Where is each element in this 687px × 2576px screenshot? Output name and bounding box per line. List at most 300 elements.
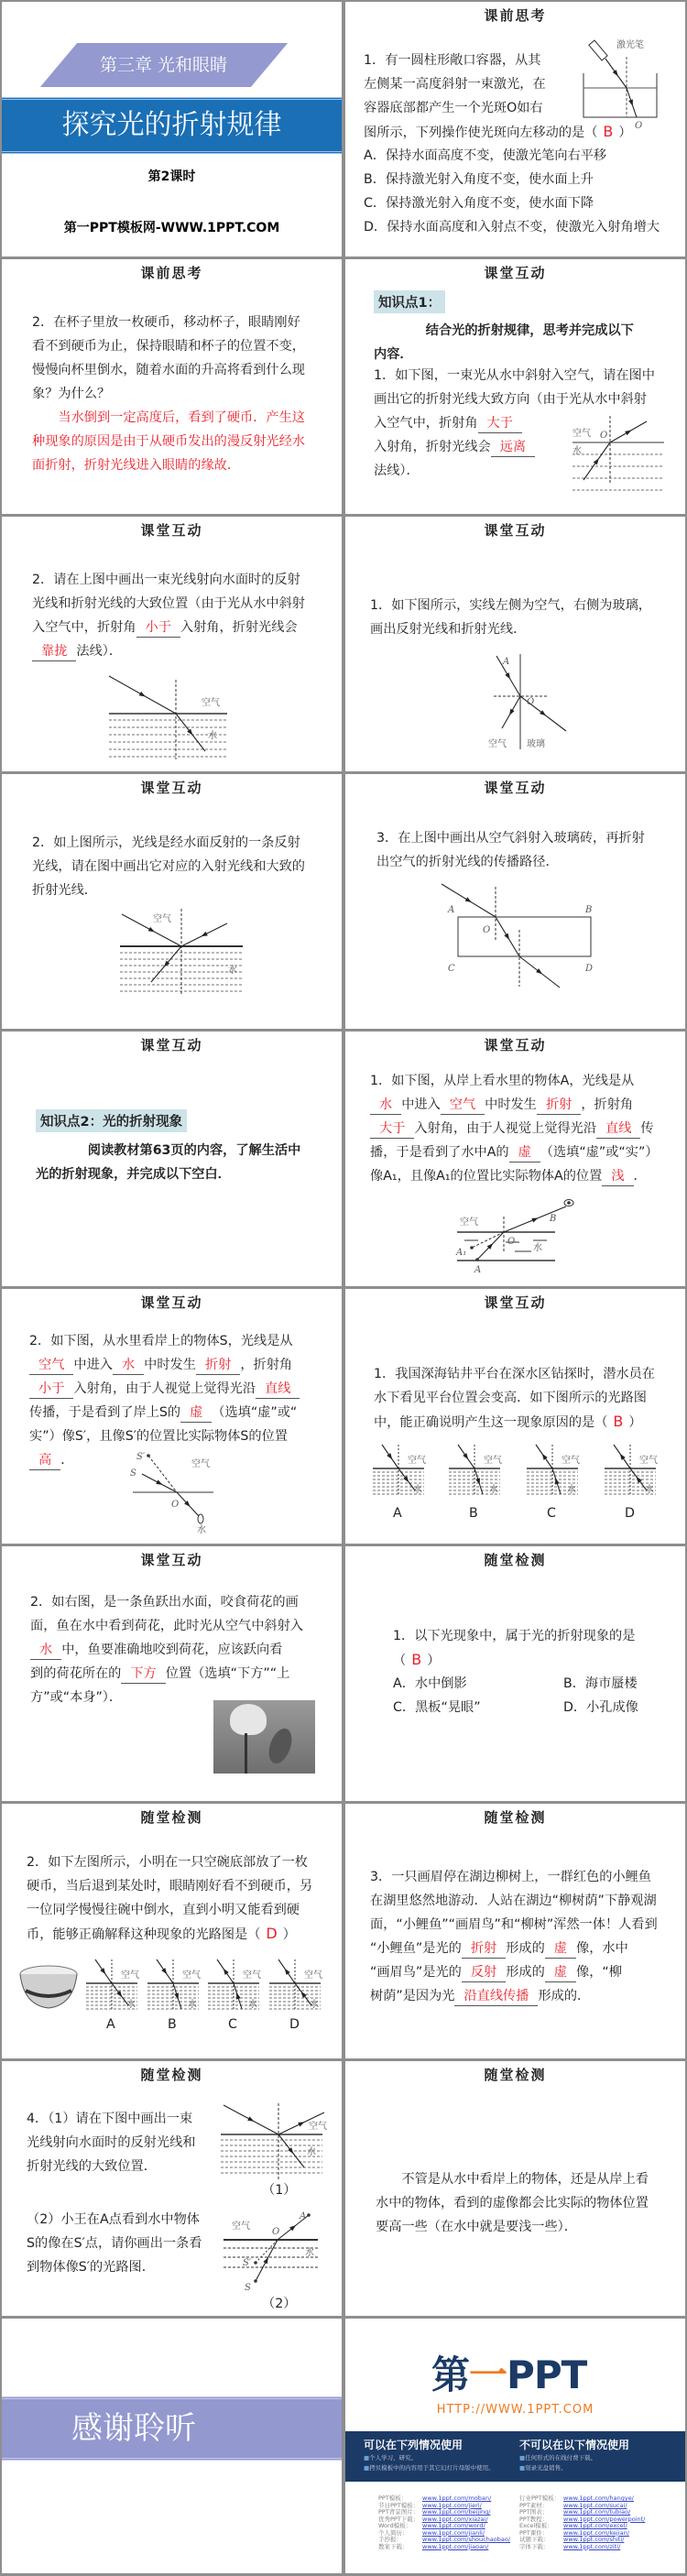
slide-header: 随堂检测	[484, 1809, 547, 1826]
resource-link[interactable]: www.1ppt.com/xiazai/	[422, 2515, 488, 2523]
chapter-label: 第三章 光和眼睛	[99, 55, 228, 75]
resource-link[interactable]: www.1ppt.com/moban/	[422, 2494, 492, 2502]
text-run: ，折射角	[581, 1097, 634, 1112]
text-line	[27, 1898, 312, 1922]
fill-blank-answer: 下方	[121, 1665, 165, 1684]
diagram-label: A	[448, 905, 455, 915]
question-text	[370, 1865, 658, 2008]
text-run: 慢慢向杯里倒水，随着水面的升高将看到什么现	[32, 363, 305, 377]
text-line	[32, 855, 305, 879]
text-run: 形成的	[506, 1965, 545, 1980]
text-run: 入射角，由于人视觉上觉得光沿	[414, 1121, 597, 1136]
text-run: D．保持水面高度和入射点不变，使激光入射角增大	[364, 220, 660, 235]
caption-2: （2）	[262, 2297, 297, 2311]
text-line	[32, 831, 305, 855]
text-run: 要高一些（在水中就是要浅一些）．	[376, 2220, 577, 2234]
slide-header: 随堂检测	[484, 1552, 547, 1568]
fill-blank-answer: 高	[29, 1451, 60, 1470]
light-ray	[224, 2105, 278, 2134]
text-line	[32, 406, 305, 430]
text-line	[27, 2155, 195, 2178]
text-run: ）	[427, 1654, 441, 1668]
diagram-label: 水	[248, 2000, 257, 2010]
text-run: 入空气中，折射角	[374, 416, 478, 431]
intro-text	[36, 1139, 300, 1186]
text-line	[29, 1377, 300, 1401]
refraction-diagram	[103, 672, 231, 760]
text-line	[36, 1162, 300, 1186]
resource-link[interactable]: www.1ppt.com/powerpoint/	[563, 2515, 646, 2523]
question-text	[370, 1069, 659, 1188]
text-line	[32, 592, 305, 616]
diagram-label: S	[130, 1468, 136, 1479]
text-line	[370, 617, 651, 641]
text-run: 一位同学慢慢往碗中倒水，直到小明又能看到硬	[27, 1903, 300, 1917]
text-run: 光线，请在图中画出它对应的入射光线和大致的	[32, 859, 305, 874]
text-run: 当水倒到一定高度后，看到了硬币．产生这	[32, 410, 305, 425]
diagram-label: O	[483, 925, 491, 935]
text-run: 1．如下图所示，实线左侧为空气，右侧为玻璃，	[370, 598, 651, 613]
slide-3[interactable]	[2, 259, 342, 514]
question-text	[32, 831, 305, 902]
slide-20-ad[interactable]	[345, 2319, 685, 2573]
light-ray	[151, 946, 181, 982]
text-line	[370, 1889, 658, 1913]
diagram-label: 空气	[488, 739, 507, 749]
option-diagram-a	[373, 1443, 424, 1496]
diagram-label: 空气	[243, 1970, 261, 1981]
link-label: 试题下载：	[519, 2536, 550, 2543]
slide-header: 随堂检测	[140, 2067, 203, 2083]
bowl-icon	[18, 1965, 79, 2011]
arrowhead-icon	[148, 927, 155, 933]
text-run: （选填“虚”或“实”）	[540, 1145, 659, 1160]
knowledge-point-label: 知识点2：光的折射现象	[36, 1109, 187, 1132]
diagram-label: 空气	[232, 2221, 250, 2232]
resource-link[interactable]: www.1ppt.com/shiti/	[563, 2536, 625, 2543]
text-run: 4．（1）请在下图中画出一束	[27, 2112, 193, 2126]
laser-container-diagram	[574, 37, 666, 131]
arrowhead-icon	[620, 1454, 626, 1460]
text-line	[370, 1069, 659, 1093]
fill-blank-answer: 水	[113, 1356, 144, 1375]
link-label: PPT背景图片：	[378, 2508, 420, 2516]
arrowhead-icon	[301, 1992, 307, 1998]
text-line	[376, 850, 645, 874]
text-run: 画出反射光线和折射光线．	[370, 622, 527, 637]
question-text	[32, 311, 305, 406]
text-run: 1．我国深海钻井平台在深水区钻探时，潜水员在	[374, 1367, 655, 1381]
question-text	[30, 1590, 303, 1709]
slide-header: 课前思考	[140, 265, 203, 281]
diagram-label: 空气	[304, 1970, 322, 1981]
diagram-label: A	[503, 657, 510, 667]
laser-pen-icon	[589, 40, 607, 60]
arrowhead-icon	[637, 1477, 642, 1483]
text-line	[370, 1093, 659, 1117]
text-line	[29, 1353, 300, 1377]
slide-8[interactable]	[345, 774, 685, 1029]
text-line	[364, 144, 660, 168]
answer: B	[603, 123, 614, 140]
resource-link[interactable]: www.1ppt.com/word/	[422, 2522, 485, 2529]
resource-link[interactable]: www.1ppt.com/beijing/	[422, 2508, 491, 2516]
fill-blank-answer: 反射	[462, 1963, 506, 1982]
option-diagram-c	[527, 1443, 578, 1496]
text-line	[29, 1424, 300, 1448]
text-run: 出空气的折射光线的传播路径．	[376, 855, 559, 869]
diagram-label: 空气	[639, 1456, 658, 1466]
fill-blank-answer: 沿直线传播	[454, 1987, 538, 2006]
text-run: 中进入	[401, 1097, 441, 1112]
text-line	[27, 2208, 202, 2232]
resource-link[interactable]: www.1ppt.com/jianli/	[422, 2528, 485, 2537]
text-run: 光线射向水面时的反射光线和	[27, 2135, 196, 2150]
slide-12[interactable]	[345, 1289, 685, 1544]
text-run: 形成的	[506, 1941, 545, 1956]
diagram-label: O	[507, 1237, 516, 1247]
glass-brick-diagram	[437, 879, 597, 994]
diagram-label: C	[448, 964, 455, 974]
text-line	[364, 168, 660, 191]
diagram-label: 水	[572, 446, 582, 456]
text-run: 水中的物体，看到的虚像都会比实际的物体位置	[376, 2196, 649, 2210]
text-line	[30, 1662, 303, 1686]
option-label-a: A	[393, 1506, 402, 1521]
arrowhead-icon	[139, 692, 146, 697]
text-run: 中，鱼要准确地咬到荷花，应该跃向看	[61, 1643, 283, 1657]
diagram-label: S′	[243, 2258, 252, 2268]
light-ray	[95, 1959, 112, 1983]
diagram-1	[217, 2098, 327, 2180]
light-ray	[583, 442, 610, 480]
diagram-label: O	[635, 121, 643, 131]
text-run: 传	[640, 1121, 654, 1136]
resource-link[interactable]: www.1ppt.com/shouchaobao/	[422, 2536, 511, 2543]
text-line	[393, 1648, 635, 1672]
text-run: 3．一只画眉停在湖边柳树上，一群红色的小鲤鱼	[370, 1870, 651, 1884]
text-line	[376, 2191, 649, 2215]
slide-15[interactable]	[2, 1804, 342, 2058]
arrowhead-icon	[156, 1479, 162, 1484]
water-hatching	[572, 454, 664, 490]
text-run: ，折射角	[240, 1358, 293, 1372]
slide-4[interactable]	[345, 259, 685, 514]
links-right	[519, 2495, 645, 2550]
arrowhead-icon	[531, 1217, 538, 1222]
text-run: 水下看见平台位置会变高．如下图所示的光路图	[374, 1391, 647, 1405]
text-run: 中进入	[73, 1358, 113, 1372]
list-item	[364, 2453, 495, 2463]
diagram-label: 水	[413, 1485, 422, 1495]
text-run: ）	[282, 1927, 296, 1942]
light-ray	[157, 1959, 173, 1983]
diagram-label: O	[272, 2227, 280, 2237]
light-ray	[504, 1206, 566, 1232]
text-line	[374, 1410, 655, 1434]
diagram-label: 水	[188, 2000, 197, 2010]
arrowhead-icon	[263, 2257, 268, 2264]
fill-blank-answer: 折射	[462, 1939, 506, 1959]
light-ray	[256, 2240, 278, 2281]
text-line	[374, 1362, 655, 1386]
text-run: 面折射，折射光线进入眼睛的缘故．	[32, 458, 241, 473]
text-line	[30, 1638, 303, 1662]
text-line	[370, 1141, 659, 1164]
text-line	[370, 1117, 659, 1141]
arrowhead-icon	[298, 2122, 304, 2126]
light-ray	[142, 1474, 177, 1492]
option-label-b: B	[168, 2017, 177, 2032]
arrowhead-icon	[387, 1453, 392, 1459]
resource-link[interactable]: www.1ppt.com/hangye/	[563, 2494, 634, 2502]
light-ray	[536, 1445, 552, 1468]
text-line	[370, 1865, 658, 1889]
slide-5[interactable]	[2, 517, 342, 771]
diagram-label: 水	[126, 2000, 136, 2010]
diagram-label: O	[600, 431, 608, 441]
text-line	[374, 319, 634, 343]
diagram-label: A	[300, 2211, 307, 2221]
list-item	[519, 2463, 596, 2473]
slide-6[interactable]	[345, 517, 685, 771]
can-use-list	[364, 2453, 495, 2473]
slide-1-title[interactable]	[2, 2, 342, 257]
answer: D	[266, 1925, 278, 1942]
list-item-text: 任何形式的在线付费下载。	[525, 2454, 597, 2461]
list-item-text: 个人学习、研究。	[369, 2454, 418, 2461]
diagram-label: 水	[228, 966, 237, 976]
resource-link[interactable]: www.1ppt.com/kejian/	[563, 2528, 629, 2537]
slide-header: 课堂互动	[140, 1037, 203, 1053]
diagram-label: O	[527, 697, 535, 707]
bullet-icon: ■	[519, 2464, 526, 2472]
text-run: 光的折射现象，并完成以下空白．	[36, 1167, 231, 1182]
arrowhead-icon	[625, 431, 631, 436]
diagram-label: 水	[645, 1485, 654, 1495]
diagram-label: S	[245, 2283, 251, 2293]
text-run: 1．如下图，从岸上看水里的物体A，光线是从	[370, 1074, 635, 1088]
arrowhead-icon	[403, 1476, 409, 1482]
text-line	[29, 1329, 300, 1353]
arrowhead-icon	[116, 1991, 122, 1997]
slide-11[interactable]	[2, 1289, 342, 1544]
slide-header: 课堂互动	[484, 1037, 547, 1053]
list-item-text: 刻录光盘销售。	[525, 2464, 567, 2472]
text-run: （选填“虚”或“	[212, 1405, 298, 1420]
slide-18[interactable]	[345, 2061, 685, 2316]
option-diagram-b	[147, 1958, 199, 2011]
cannot-use-list	[519, 2453, 596, 2473]
slide-10[interactable]	[345, 1031, 685, 1286]
text-run: 容器底部都产生一个光斑O如右	[364, 101, 543, 115]
link-label: Excel模板：	[519, 2522, 553, 2529]
light-ray	[177, 1492, 199, 1516]
link-label: PPT素材：	[519, 2501, 549, 2509]
text-run: 面，“小鲤鱼”“画眉鸟”和“柳树”浑然一体！人看到	[370, 1917, 658, 1932]
arrowhead-icon	[201, 932, 207, 936]
summary-text	[376, 2167, 649, 2239]
text-run: 像，水中	[576, 1941, 628, 1956]
light-ray	[477, 1232, 504, 1260]
option-diagram-a	[86, 1958, 137, 2011]
text-line	[376, 2215, 649, 2239]
answer: B	[613, 1413, 624, 1430]
fill-blank-answer: 大于	[478, 414, 522, 433]
text-run: 中时发生	[144, 1358, 196, 1372]
light-ray	[496, 917, 519, 956]
link-label: 教案下载：	[378, 2542, 409, 2550]
question-text	[32, 568, 305, 663]
resource-link[interactable]: www.1ppt.com/excel/	[563, 2522, 627, 2529]
text-run: 树荫”是因为光	[370, 1989, 455, 2003]
slide-9[interactable]	[2, 1031, 342, 1286]
fill-blank-answer: 小于	[136, 618, 180, 638]
slide-7[interactable]	[2, 774, 342, 1029]
brand-logo	[431, 2352, 587, 2397]
text-run: 入射角，由于人视觉上觉得光沿	[73, 1381, 256, 1396]
arrowhead-icon	[174, 1992, 179, 1999]
text-run: 2．请在上图中画出一束光线射向水面时的反射	[32, 573, 300, 587]
resource-link[interactable]: www.1ppt.com/tubiao/	[563, 2508, 631, 2516]
option-label-c: C	[547, 1506, 556, 1521]
resource-link[interactable]: www.1ppt.com/jiaoan/	[422, 2542, 489, 2550]
light-ray	[614, 1445, 630, 1468]
diagram-label: 玻璃	[527, 739, 545, 749]
light-ray	[217, 1959, 234, 1983]
arrowhead-icon	[463, 1453, 468, 1459]
option-diagram-d	[605, 1443, 656, 1496]
text-line	[27, 2107, 195, 2131]
link-label: 优秀PPT下载：	[378, 2515, 420, 2523]
slide-2[interactable]	[345, 2, 685, 257]
text-run: 2．在杯子里放一枚硬币，移动杯子，眼睛刚好	[32, 315, 300, 330]
slide-header: 课前思考	[484, 7, 547, 24]
fill-blank-answer: 直线	[256, 1380, 300, 1399]
text-run: 位置（选填“下方”“上	[165, 1666, 290, 1681]
text-run: 1．如下图，一束光从水中斜射入空气，请在图中	[374, 368, 655, 383]
resource-link[interactable]: www.1ppt.com/jieri/	[422, 2501, 482, 2509]
fill-blank-answer: 小于	[29, 1380, 73, 1399]
arrowhead-icon	[613, 70, 618, 76]
text-line	[374, 387, 655, 411]
text-line	[27, 2232, 202, 2255]
text-run: 入空气中，折射角	[32, 620, 136, 635]
diagram-label: 水	[310, 2000, 319, 2010]
diagram-label: 水	[307, 2147, 316, 2157]
light-ray	[519, 956, 560, 988]
text-run: ．	[60, 1453, 74, 1468]
text-run: 2．如下图，从水里看岸上的物体S，光线是从	[29, 1334, 293, 1348]
slide-header: 课堂互动	[484, 265, 547, 281]
text-run: 到物体像S′的光路图．	[27, 2260, 155, 2275]
fill-blank-answer: 虚	[545, 1963, 576, 1982]
resource-link[interactable]: www.1ppt.com/ziti/	[563, 2542, 621, 2550]
text-run: S的像在S′点，请你画出一条看	[27, 2236, 202, 2251]
text-line	[32, 430, 305, 453]
text-line	[27, 1874, 312, 1898]
fill-blank-answer: 水	[370, 1096, 401, 1115]
diagram-label: A₁	[456, 1248, 467, 1258]
light-ray	[605, 59, 627, 88]
text-run: 看不到硬币为止，保持眼睛和杯子的位置不变，	[32, 339, 305, 354]
water-hatching	[120, 953, 243, 991]
diagram-label: 空气	[408, 1456, 426, 1466]
diagram-label: 空气	[121, 1970, 139, 1981]
light-ray	[181, 923, 227, 946]
text-line	[370, 1984, 658, 2008]
link-row	[378, 2544, 510, 2551]
text-line	[32, 358, 305, 382]
slide-header: 随堂检测	[484, 2067, 547, 2083]
diagram-label: 空气	[572, 429, 591, 439]
diagram-label: B	[585, 905, 593, 915]
text-run: A．保持水面高度不变，使激光笔向右平移	[364, 148, 607, 163]
text-run: 折射光线的大致位置．	[27, 2159, 157, 2174]
thanks-text: 感谢聆听	[71, 2410, 196, 2447]
text-run: 不管是从水中看岸上的物体，还是从岸上看	[376, 2172, 649, 2187]
diagram-2	[217, 2208, 322, 2295]
slide-header: 课堂互动	[140, 522, 203, 539]
link-label: PPT模板：	[378, 2494, 408, 2502]
slide-14[interactable]	[345, 1546, 685, 1801]
diagram-label: 水	[489, 1485, 498, 1495]
slide-header: 课堂互动	[484, 1294, 547, 1311]
arrowhead-icon	[161, 1968, 167, 1974]
question-text-part1	[27, 2107, 195, 2178]
question-text	[393, 1624, 635, 1672]
arrowhead-icon	[505, 672, 510, 679]
resource-link[interactable]: www.1ppt.com/sucai/	[563, 2501, 627, 2509]
text-run: 入射角，折射光线会	[374, 440, 491, 454]
slide-17[interactable]	[2, 2061, 342, 2316]
text-run: 像A₁，且像A₁的位置比实际物体A的位置	[370, 1169, 603, 1184]
brand-url[interactable]: HTTP://WWW.1PPT.COM	[436, 2403, 594, 2417]
diagram-label: D	[585, 964, 594, 974]
arrowhead-icon	[465, 897, 472, 902]
air-glass-diagram	[483, 649, 574, 755]
text-run: 2．如上图所示，光线是经水面反射的一条反射	[32, 835, 300, 850]
text-run: 折射光线．	[32, 883, 97, 898]
text-run: 法线）．	[76, 644, 123, 659]
shore-view-diagram	[451, 1196, 579, 1274]
site-label: 第一PPT模板网-WWW.1PPT.COM	[63, 221, 280, 235]
diagram-label: 空气	[191, 1459, 210, 1469]
light-ray	[382, 1445, 398, 1468]
arrowhead-icon	[540, 710, 546, 715]
text-run: “画眉鸟”是光的	[370, 1965, 462, 1980]
arrowhead-icon	[236, 1992, 241, 1999]
question-text-part2	[27, 2208, 202, 2279]
text-run: ）	[618, 126, 632, 140]
option-label-b: B	[469, 1506, 478, 1521]
question-text	[27, 1850, 312, 1946]
diagram-label: 空气	[202, 698, 220, 708]
diagram-label: 水	[208, 731, 217, 741]
slide-19-thanks[interactable]	[2, 2319, 342, 2573]
light-ray	[610, 421, 647, 442]
fish-lotus-photo	[213, 1700, 315, 1774]
slide-16[interactable]	[345, 1804, 685, 2058]
text-line	[32, 568, 305, 592]
links-left	[378, 2495, 510, 2550]
option-b: B．海市蜃楼	[563, 1676, 638, 1691]
slide-13[interactable]	[2, 1546, 342, 1801]
text-line	[374, 364, 655, 387]
diagram-label: 空气	[484, 1456, 502, 1466]
text-line	[364, 215, 660, 239]
text-run: 内容．	[374, 347, 413, 362]
